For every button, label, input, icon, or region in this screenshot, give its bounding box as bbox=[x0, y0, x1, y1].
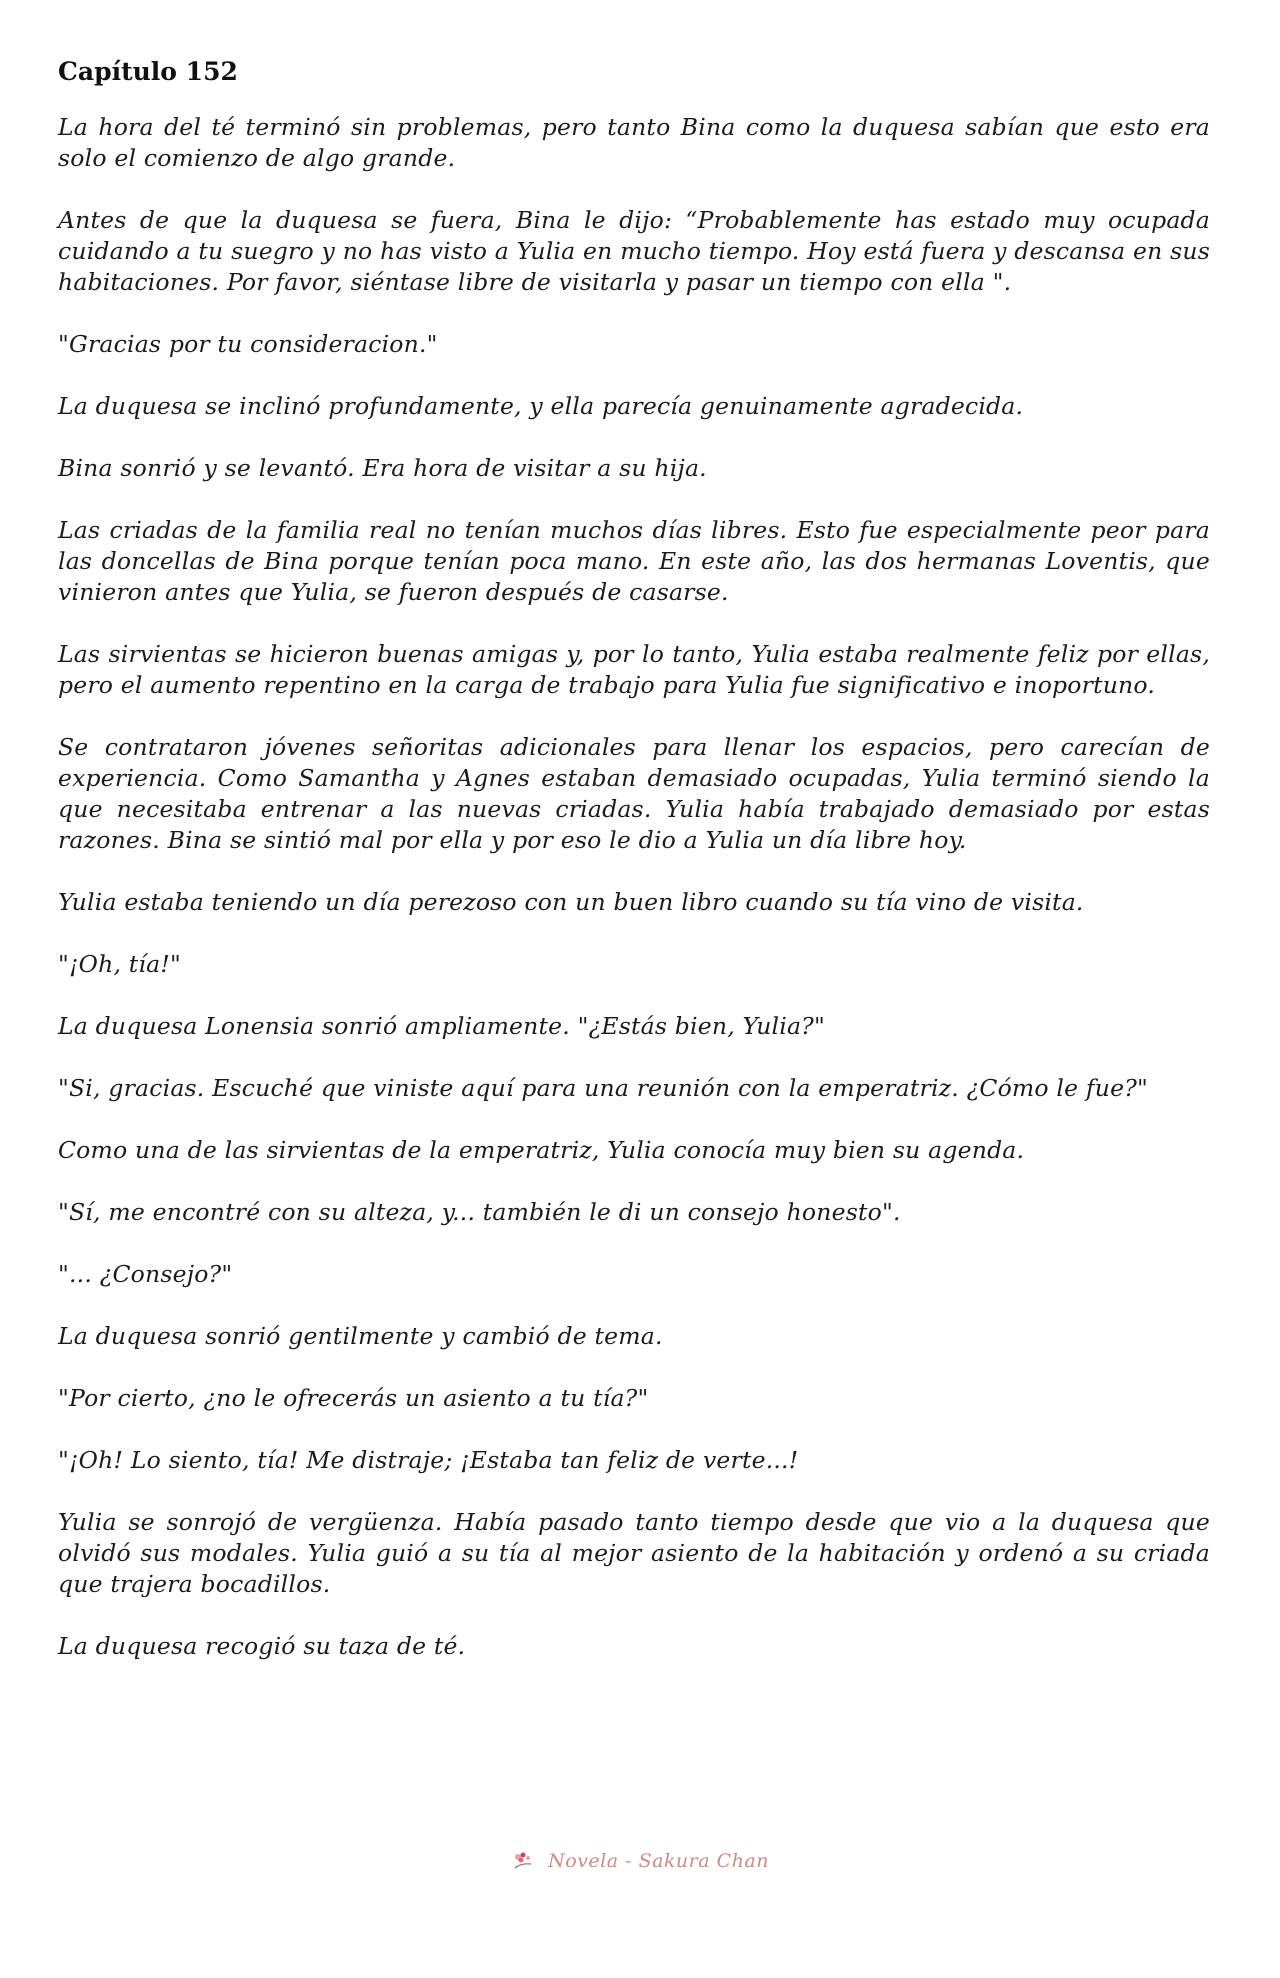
paragraph: Bina sonrió y se levantó. Era hora de visitar a su hija. bbox=[58, 454, 707, 482]
paragraph: La duquesa se inclinó profundamente, y ella parecía genuinamente agradecida. bbox=[58, 392, 1024, 420]
paragraph: La duquesa sonrió gentilmente y cambió de tema. bbox=[58, 1322, 663, 1350]
document-page bbox=[58, 56, 1210, 1693]
paragraph: "¡Oh! Lo siento, tía! Me distraje; ¡Estaba tan feliz de verte...! bbox=[58, 1446, 799, 1474]
paragraph: Las sirvientas se hicieron buenas amigas y, por lo tanto, Yulia estaba realmente feliz por ellas, pero el aumento repentino en la carga de trabajo para Yulia fue significativo e inoportuno. bbox=[58, 640, 1210, 699]
footer-watermark bbox=[0, 1850, 1280, 1872]
paragraph: Las criadas de la familia real no tenían muchos días libres. Esto fue especialmente peor para las doncellas de Bina porque tenían poca mano. En este año, las dos hermanas Loventis, que vinieron antes que Yulia, se fueron después de casarse. bbox=[58, 516, 1210, 606]
paragraph: La duquesa recogió su taza de té. bbox=[58, 1632, 466, 1660]
paragraph: "¡Oh, tía!" bbox=[58, 950, 182, 978]
paragraph: Yulia se sonrojó de vergüenza. Había pasado tanto tiempo desde que vio a la duquesa que olvidó sus modales. Yulia guió a su tía al mejor asiento de la habitación y ordenó a su criada que trajera bocadillos. bbox=[58, 1508, 1210, 1598]
paragraph: La hora del té terminó sin problemas, pero tanto Bina como la duquesa sabían que esto era solo el comienzo de algo grande. bbox=[58, 113, 1210, 172]
paragraph: "Por cierto, ¿no le ofrecerás un asiento a tu tía?" bbox=[58, 1384, 649, 1412]
paragraph: Como una de las sirvientas de la emperatriz, Yulia conocía muy bien su agenda. bbox=[58, 1136, 1025, 1164]
paragraph: La duquesa Lonensia sonrió ampliamente. "¿Estás bien, Yulia?" bbox=[58, 1012, 825, 1040]
paragraph: Yulia estaba teniendo un día perezoso con un buen libro cuando su tía vino de visita. bbox=[58, 888, 1084, 916]
paragraph: "Sí, me encontré con su alteza, y... también le di un consejo honesto". bbox=[58, 1198, 901, 1226]
paragraph: Se contrataron jóvenes señoritas adicionales para llenar los espacios, pero carecían de experiencia. Como Samantha y Agnes estaban demasiado ocupadas, Yulia terminó siendo la que necesitaba entrenar a las nuevas criadas. Yulia había trabajado demasiado por estas razones. Bina se sintió mal por ella y por eso le dio a Yulia un día libre hoy. bbox=[58, 733, 1210, 854]
paragraph: "Si, gracias. Escuché que viniste aquí para una reunión con la emperatriz. ¿Cómo le fue?" bbox=[58, 1074, 1149, 1102]
sakura-flower-icon bbox=[511, 1850, 537, 1872]
paragraph: "... ¿Consejo?" bbox=[58, 1260, 233, 1288]
chapter-body bbox=[58, 112, 1210, 1662]
paragraph: Antes de que la duquesa se fuera, Bina le dijo: “Probablemente has estado muy ocupada cuidando a tu suegro y no has visto a Yulia en mucho tiempo. Hoy está fuera y descansa en sus habitaciones. Por favor, siéntase libre de visitarla y pasar un tiempo con ella ". bbox=[58, 206, 1210, 296]
watermark-text: Novela - Sakura Chan bbox=[548, 1850, 769, 1872]
chapter-title: Capítulo 152 bbox=[58, 57, 238, 86]
paragraph: "Gracias por tu consideracion." bbox=[58, 330, 438, 358]
